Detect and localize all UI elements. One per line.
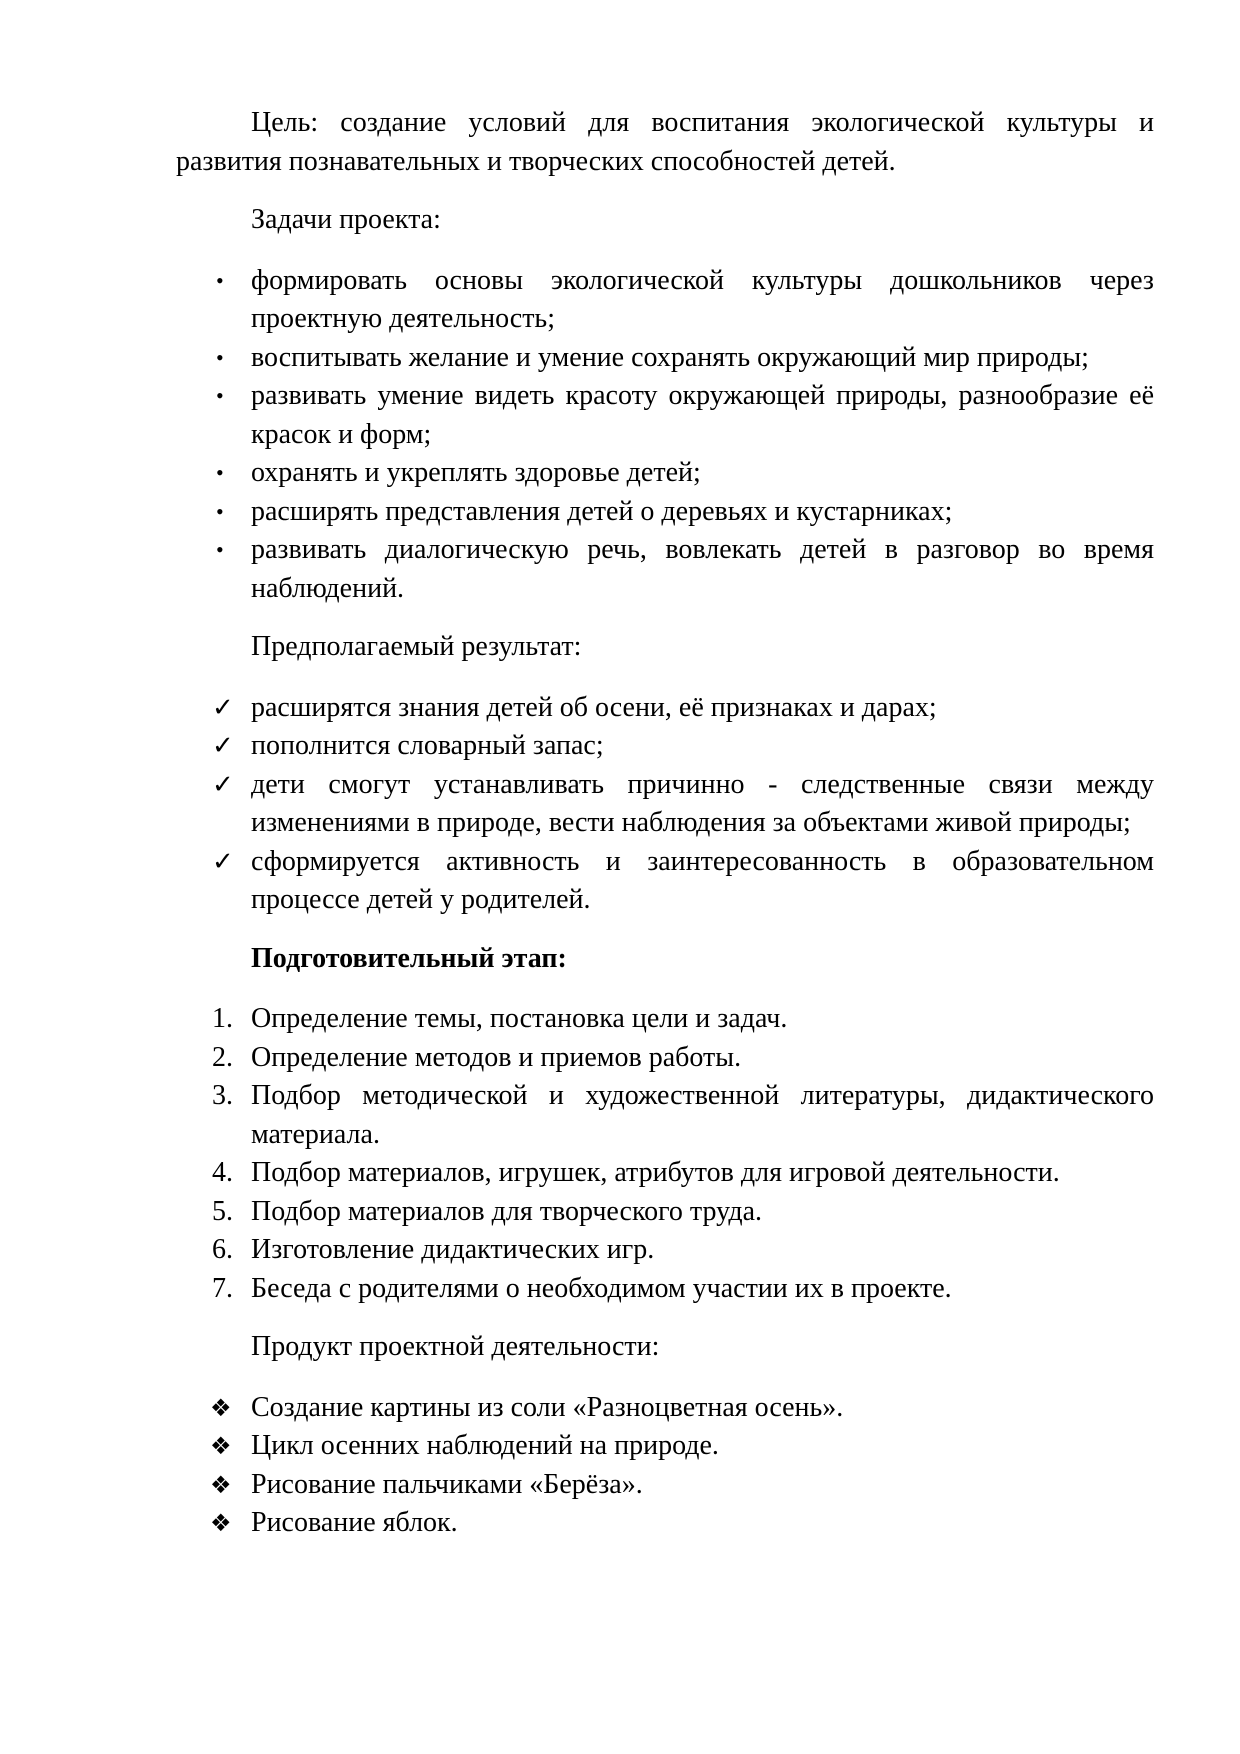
- list-item-text: Создание картины из соли «Разноцветная осень».: [251, 1391, 844, 1423]
- list-item: [176, 1193, 1154, 1232]
- list-item-text: охранять и укреплять здоровье детей;: [251, 457, 701, 488]
- bullet-icon: •: [216, 498, 224, 524]
- bullet-icon: •: [216, 267, 224, 293]
- list-number: 5.: [212, 1195, 233, 1227]
- diamond-bullet-icon: ❖: [210, 1432, 232, 1460]
- list-item: [176, 1427, 1154, 1466]
- list-number: 4.: [212, 1157, 233, 1188]
- list-item: [176, 1039, 1154, 1078]
- list-item: [176, 766, 1154, 843]
- list-number: 3.: [212, 1080, 233, 1111]
- list-item: [176, 1270, 1154, 1309]
- list-item: [176, 727, 1154, 766]
- list-item: [176, 493, 1154, 532]
- checkmark-icon: ✓: [212, 731, 234, 761]
- list-item: [176, 1077, 1154, 1154]
- list-item: [176, 1154, 1154, 1193]
- list-item-text: развивать диалогическую речь, вовлекать детей в разговор во время наблюдений.: [251, 534, 1154, 604]
- bullet-icon: •: [216, 460, 224, 485]
- list-item: [176, 454, 1154, 493]
- list-item: [176, 1504, 1154, 1543]
- list-number: 6.: [212, 1234, 233, 1265]
- list-item-text: Рисование пальчиками «Берёза».: [251, 1468, 643, 1500]
- list-item-text: пополнится словарный запас;: [251, 730, 604, 761]
- results-heading: Предполагаемый результат:: [251, 631, 582, 662]
- list-item-text: дети смогут устанавливать причинно - следственные связи между изменениями в природе, вести наблюдения за объектами живой природы;: [251, 768, 1154, 838]
- preparatory-heading: Подготовительный этап:: [251, 942, 567, 974]
- diamond-bullet-icon: ❖: [210, 1509, 232, 1537]
- list-item: [176, 262, 1154, 339]
- list-item: [176, 531, 1154, 608]
- list-item-text: Рисование яблок.: [251, 1507, 458, 1538]
- list-item: [176, 377, 1154, 454]
- list-item: [176, 843, 1154, 920]
- list-item-text: расширятся знания детей об осени, её признаках и дарах;: [251, 691, 937, 723]
- list-item-text: Определение темы, постановка цели и задач.: [251, 1003, 788, 1034]
- list-item-text: формировать основы экологической культуры дошкольников через проектную деятельность;: [251, 264, 1154, 334]
- bullet-icon: •: [216, 383, 224, 408]
- list-item: [176, 1231, 1154, 1270]
- list-item-text: расширять представления детей о деревьях и кустарниках;: [251, 495, 953, 527]
- list-item-text: Беседа с родителями о необходимом участии их в проекте.: [251, 1272, 952, 1304]
- product-heading: Продукт проектной деятельности:: [251, 1331, 660, 1362]
- results-list: [176, 689, 1154, 920]
- list-item: [176, 1389, 1154, 1428]
- diamond-bullet-icon: ❖: [210, 1470, 232, 1499]
- document-page: [176, 104, 1154, 1543]
- bullet-icon: •: [216, 344, 224, 370]
- list-number: 2.: [212, 1041, 233, 1073]
- list-item: [176, 339, 1154, 378]
- list-item-text: Определение методов и приемов работы.: [251, 1041, 742, 1073]
- list-item-text: Подбор материалов для творческого труда.: [251, 1195, 763, 1227]
- list-item: [176, 1000, 1154, 1039]
- list-number: 1.: [212, 1003, 233, 1034]
- product-list: [176, 1389, 1154, 1543]
- list-item: [176, 1466, 1154, 1505]
- list-item: [176, 689, 1154, 728]
- checkmark-icon: ✓: [212, 846, 234, 877]
- list-number: 7.: [212, 1272, 233, 1304]
- checkmark-icon: ✓: [212, 692, 234, 723]
- list-item-text: сформируется активность и заинтересованность в образовательном процессе детей у родителей.: [251, 845, 1154, 915]
- list-item-text: воспитывать желание и умение сохранять окружающий мир природы;: [251, 341, 1089, 373]
- preparatory-list: [176, 1000, 1154, 1308]
- goal-paragraph: Цель: создание условий для воспитания экологической культуры и развития познавательных и творческих способностей детей.: [176, 107, 1154, 177]
- list-item-text: Подбор методической и художественной литературы, дидактического материала.: [251, 1080, 1154, 1150]
- diamond-bullet-icon: ❖: [210, 1393, 232, 1422]
- list-item-text: Подбор материалов, игрушек, атрибутов для игровой деятельности.: [251, 1157, 1060, 1188]
- list-item-text: Цикл осенних наблюдений на природе.: [251, 1430, 719, 1461]
- tasks-heading: Задачи проекта:: [251, 204, 441, 235]
- checkmark-icon: ✓: [212, 769, 234, 800]
- tasks-list: [176, 262, 1154, 609]
- bullet-icon: •: [216, 537, 224, 562]
- list-item-text: Изготовление дидактических игр.: [251, 1234, 655, 1265]
- list-item-text: развивать умение видеть красоту окружающей природы, разнообразие её красок и форм;: [251, 380, 1154, 450]
